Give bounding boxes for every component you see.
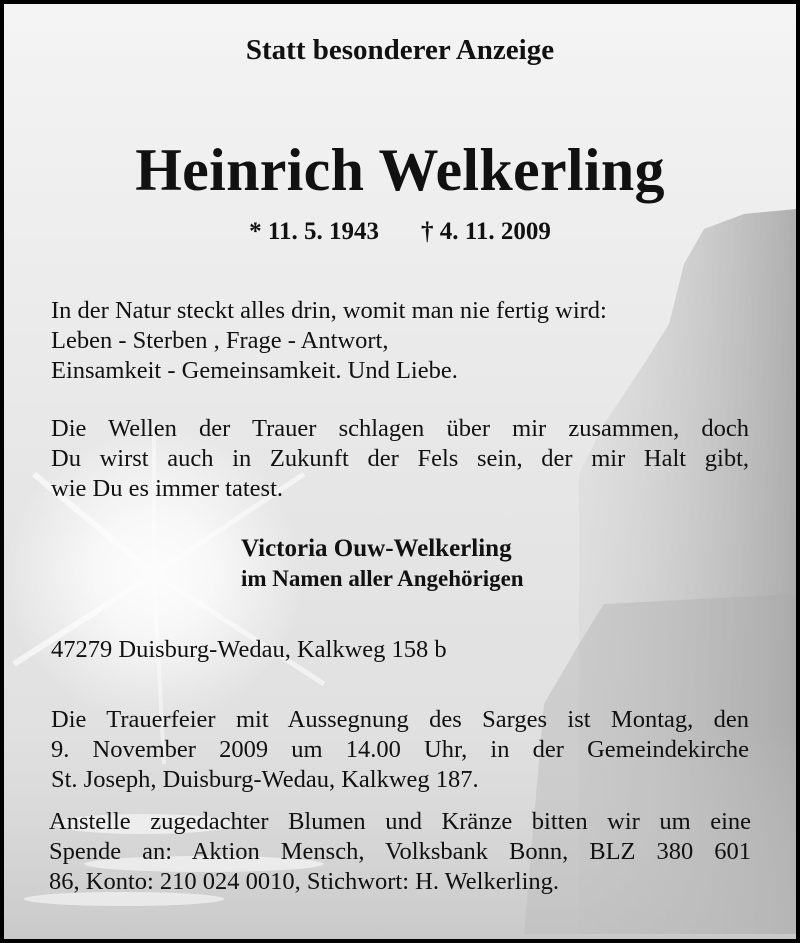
life-dates	[4, 218, 796, 246]
donation-line: Anstelle zugedachter Blumen und Kränze bitten wir um eine	[49, 808, 751, 835]
message-line: Du wirst auch in Zukunft der Fels sein, der mir Halt gibt,	[51, 445, 749, 472]
ceremony-paragraph	[51, 705, 749, 795]
death-date: † 4. 11. 2009	[421, 218, 551, 245]
message-paragraph	[51, 414, 749, 504]
poem-line: In der Natur steckt alles drin, womit man nie fertig wird:	[51, 297, 607, 324]
donation-paragraph	[49, 807, 751, 897]
message-line: Die Wellen der Trauer schlagen über mir zusammen, doch	[51, 415, 749, 442]
message-line: wie Du es immer tatest.	[51, 475, 284, 502]
signer-name: Victoria Ouw-Welkerling	[241, 535, 512, 562]
birth-date: * 11. 5. 1943	[249, 218, 379, 245]
donation-line: 86, Konto: 210 024 0010, Stichwort: H. Welkerling.	[49, 868, 560, 895]
deceased-name: Heinrich Welkerling	[135, 137, 665, 203]
signature-block	[241, 534, 524, 594]
address: 47279 Duisburg-Wedau, Kalkweg 158 b	[51, 636, 447, 663]
ceremony-line: 9. November 2009 um 14.00 Uhr, in der Gemeindekirche	[51, 736, 749, 763]
signer-subtitle: im Namen aller Angehörigen	[241, 566, 524, 591]
poem-line: Leben - Sterben , Frage - Antwort,	[51, 327, 389, 354]
notice-content	[4, 4, 796, 939]
notice-header: Statt besonderer Anzeige	[245, 34, 555, 66]
poem-paragraph	[51, 296, 749, 386]
ceremony-line: St. Joseph, Duisburg-Wedau, Kalkweg 187.	[51, 766, 479, 793]
ceremony-line: Die Trauerfeier mit Aussegnung des Sarges ist Montag, den	[51, 706, 749, 733]
donation-line: Spende an: Aktion Mensch, Volksbank Bonn, BLZ 380 601	[49, 838, 751, 865]
poem-line: Einsamkeit - Gemeinsamkeit. Und Liebe.	[51, 357, 458, 384]
